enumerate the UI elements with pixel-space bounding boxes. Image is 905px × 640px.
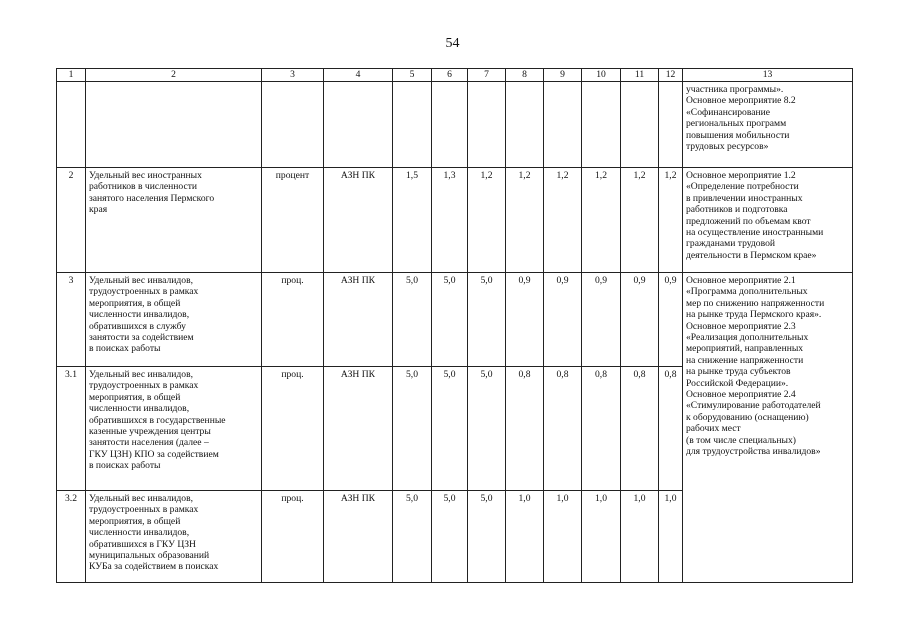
value-cell: 1,0 bbox=[506, 491, 544, 583]
unit-cell: проц. bbox=[262, 491, 324, 583]
column-number: 10 bbox=[582, 69, 621, 82]
value-cell: 5,0 bbox=[432, 491, 468, 583]
value-cell: 1,2 bbox=[659, 168, 683, 273]
indicator-name-line: в поисках работы bbox=[89, 343, 161, 355]
indicator-name-line: Удельный вес иностранных bbox=[89, 170, 202, 181]
value-cell: 5,0 bbox=[393, 273, 432, 367]
indicator-name-line: трудоустроенных в рамках bbox=[89, 286, 199, 298]
event-line: гражданами трудовой bbox=[686, 238, 775, 250]
indicator-name-line: Удельный вес инвалидов, bbox=[89, 493, 194, 504]
column-number: 1 bbox=[57, 69, 86, 82]
events-cell bbox=[683, 168, 853, 273]
value-cell: 1,2 bbox=[506, 168, 544, 273]
event-line: региональных программ bbox=[686, 118, 787, 130]
indicator-name-line: мероприятия, в общей bbox=[89, 297, 181, 309]
event-line: Основное мероприятие 2.3 bbox=[686, 320, 796, 332]
indicator-name-line: муниципальных образований bbox=[89, 550, 210, 562]
row-number: 2 bbox=[57, 168, 86, 273]
value-cell bbox=[544, 82, 582, 168]
event-line: работников и подготовка bbox=[686, 204, 788, 216]
event-line: «Программа дополнительных bbox=[686, 286, 808, 298]
indicator-name-line: Удельный вес инвалидов, bbox=[89, 369, 194, 380]
value-cell: 0,8 bbox=[582, 367, 621, 491]
value-cell: 0,8 bbox=[544, 367, 582, 491]
row-number: 3.1 bbox=[57, 367, 86, 491]
event-line: Российской Федерации». bbox=[686, 377, 789, 389]
value-cell: 0,9 bbox=[659, 273, 683, 367]
value-cell bbox=[468, 82, 506, 168]
indicator-name-line: края bbox=[89, 204, 108, 216]
indicator-name-line: численности инвалидов, bbox=[89, 309, 190, 321]
value-cell bbox=[659, 82, 683, 168]
row-number: 3 bbox=[57, 273, 86, 367]
unit-cell: процент bbox=[262, 168, 324, 273]
events-cell bbox=[683, 82, 853, 168]
event-line: на снижение напряженности bbox=[686, 354, 804, 366]
event-line: деятельности в Пермском крае» bbox=[686, 249, 817, 261]
event-line: «Стимулирование работодателей bbox=[686, 400, 821, 412]
indicator-name-line: мероприятия, в общей bbox=[89, 515, 181, 527]
table-row bbox=[57, 168, 853, 273]
indicator-name-line: Удельный вес инвалидов, bbox=[89, 275, 194, 286]
column-number: 5 bbox=[393, 69, 432, 82]
indicator-name-line: обратившихся в ГКУ ЦЗН bbox=[89, 538, 196, 550]
indicator-name-line: занятого населения Пермского bbox=[89, 192, 215, 204]
executor-cell: АЗН ПК bbox=[324, 491, 393, 583]
value-cell: 5,0 bbox=[432, 273, 468, 367]
column-number: 6 bbox=[432, 69, 468, 82]
event-line: на рынке труда Пермского края». bbox=[686, 309, 822, 321]
event-line: для трудоустройства инвалидов» bbox=[686, 446, 821, 458]
column-number: 8 bbox=[506, 69, 544, 82]
column-number: 13 bbox=[683, 69, 853, 82]
value-cell: 0,8 bbox=[659, 367, 683, 491]
value-cell: 0,9 bbox=[582, 273, 621, 367]
value-cell bbox=[506, 82, 544, 168]
value-cell: 1,2 bbox=[621, 168, 659, 273]
value-cell bbox=[393, 82, 432, 168]
value-cell: 1,2 bbox=[544, 168, 582, 273]
event-line: Основное мероприятие 8.2 bbox=[686, 95, 796, 107]
event-line: к оборудованию (оснащению) bbox=[686, 411, 809, 423]
column-number: 2 bbox=[86, 69, 262, 82]
event-line: повышения мобильности bbox=[686, 129, 790, 141]
indicator-name-line: ГКУ ЦЗН) КПО за содействием bbox=[89, 448, 219, 460]
value-cell: 5,0 bbox=[393, 367, 432, 491]
value-cell: 1,0 bbox=[544, 491, 582, 583]
column-number: 12 bbox=[659, 69, 683, 82]
column-number: 9 bbox=[544, 69, 582, 82]
indicator-name-line: в поисках работы bbox=[89, 460, 161, 472]
value-cell bbox=[432, 82, 468, 168]
value-cell: 0,8 bbox=[506, 367, 544, 491]
indicator-name-line: обратившихся в службу bbox=[89, 320, 186, 332]
value-cell: 1,5 bbox=[393, 168, 432, 273]
unit-cell: проц. bbox=[262, 273, 324, 367]
value-cell bbox=[582, 82, 621, 168]
indicator-name-line: мероприятия, в общей bbox=[89, 391, 181, 403]
indicator-name-line: КУБа за содействием в поисках bbox=[89, 561, 219, 573]
column-number: 11 bbox=[621, 69, 659, 82]
indicator-name bbox=[86, 367, 262, 491]
indicator-name-line: работников в численности bbox=[89, 181, 198, 193]
indicator-name bbox=[86, 273, 262, 367]
value-cell: 5,0 bbox=[393, 491, 432, 583]
event-line: «Реализация дополнительных bbox=[686, 332, 809, 344]
event-line: мероприятий, направленных bbox=[686, 343, 804, 355]
indicator-name-line: занятости населения (далее – bbox=[89, 437, 209, 449]
event-line: на осуществление иностранными bbox=[686, 227, 824, 239]
table-row bbox=[57, 82, 853, 168]
value-cell: 5,0 bbox=[432, 367, 468, 491]
value-cell: 1,2 bbox=[468, 168, 506, 273]
indicator-name-line: численности инвалидов, bbox=[89, 403, 190, 415]
event-line: (в том числе специальных) bbox=[686, 434, 796, 446]
indicator-name bbox=[86, 168, 262, 273]
row-number: 3.2 bbox=[57, 491, 86, 583]
indicators-table bbox=[56, 68, 853, 583]
table-row bbox=[57, 273, 853, 367]
column-number: 3 bbox=[262, 69, 324, 82]
event-line: участника программы». bbox=[686, 84, 784, 95]
value-cell: 5,0 bbox=[468, 491, 506, 583]
value-cell: 0,9 bbox=[621, 273, 659, 367]
unit-cell bbox=[262, 82, 324, 168]
indicator-name-line: трудоустроенных в рамках bbox=[89, 504, 199, 516]
value-cell bbox=[621, 82, 659, 168]
page-number: 54 bbox=[445, 36, 460, 51]
event-line: мер по снижению напряженности bbox=[686, 297, 825, 309]
event-line: трудовых ресурсов» bbox=[686, 141, 769, 153]
value-cell: 5,0 bbox=[468, 367, 506, 491]
event-line: «Определение потребности bbox=[686, 181, 799, 193]
value-cell: 1,0 bbox=[621, 491, 659, 583]
value-cell: 0,9 bbox=[544, 273, 582, 367]
column-number: 4 bbox=[324, 69, 393, 82]
event-line: предложений по объемам квот bbox=[686, 215, 811, 227]
column-number-row bbox=[57, 69, 853, 82]
indicator-name-line: занятости за содействием bbox=[89, 332, 194, 344]
executor-cell: АЗН ПК bbox=[324, 367, 393, 491]
value-cell: 0,8 bbox=[621, 367, 659, 491]
event-line: «Софинансирование bbox=[686, 106, 771, 118]
value-cell: 5,0 bbox=[468, 273, 506, 367]
events-cell bbox=[683, 273, 853, 583]
indicator-name-line: численности инвалидов, bbox=[89, 527, 190, 539]
event-line: Основное мероприятие 2.4 bbox=[686, 389, 796, 401]
row-number bbox=[57, 82, 86, 168]
indicator-name bbox=[86, 491, 262, 583]
event-line: на рынке труда субъектов bbox=[686, 366, 791, 378]
indicator-name-line: обратившихся в государственные bbox=[89, 414, 226, 426]
executor-cell: АЗН ПК bbox=[324, 273, 393, 367]
event-line: в привлечении иностранных bbox=[686, 192, 803, 204]
column-number: 7 bbox=[468, 69, 506, 82]
value-cell: 1,0 bbox=[659, 491, 683, 583]
value-cell: 1,0 bbox=[582, 491, 621, 583]
executor-cell: АЗН ПК bbox=[324, 168, 393, 273]
value-cell: 0,9 bbox=[506, 273, 544, 367]
event-line: Основное мероприятие 1.2 bbox=[686, 170, 796, 181]
unit-cell: проц. bbox=[262, 367, 324, 491]
indicator-name bbox=[86, 82, 262, 168]
indicator-name-line: казенные учреждения центры bbox=[89, 426, 211, 438]
value-cell: 1,3 bbox=[432, 168, 468, 273]
value-cell: 1,2 bbox=[582, 168, 621, 273]
event-line: рабочих мест bbox=[686, 423, 741, 435]
indicator-name-line: трудоустроенных в рамках bbox=[89, 380, 199, 392]
event-line: Основное мероприятие 2.1 bbox=[686, 275, 796, 286]
executor-cell bbox=[324, 82, 393, 168]
